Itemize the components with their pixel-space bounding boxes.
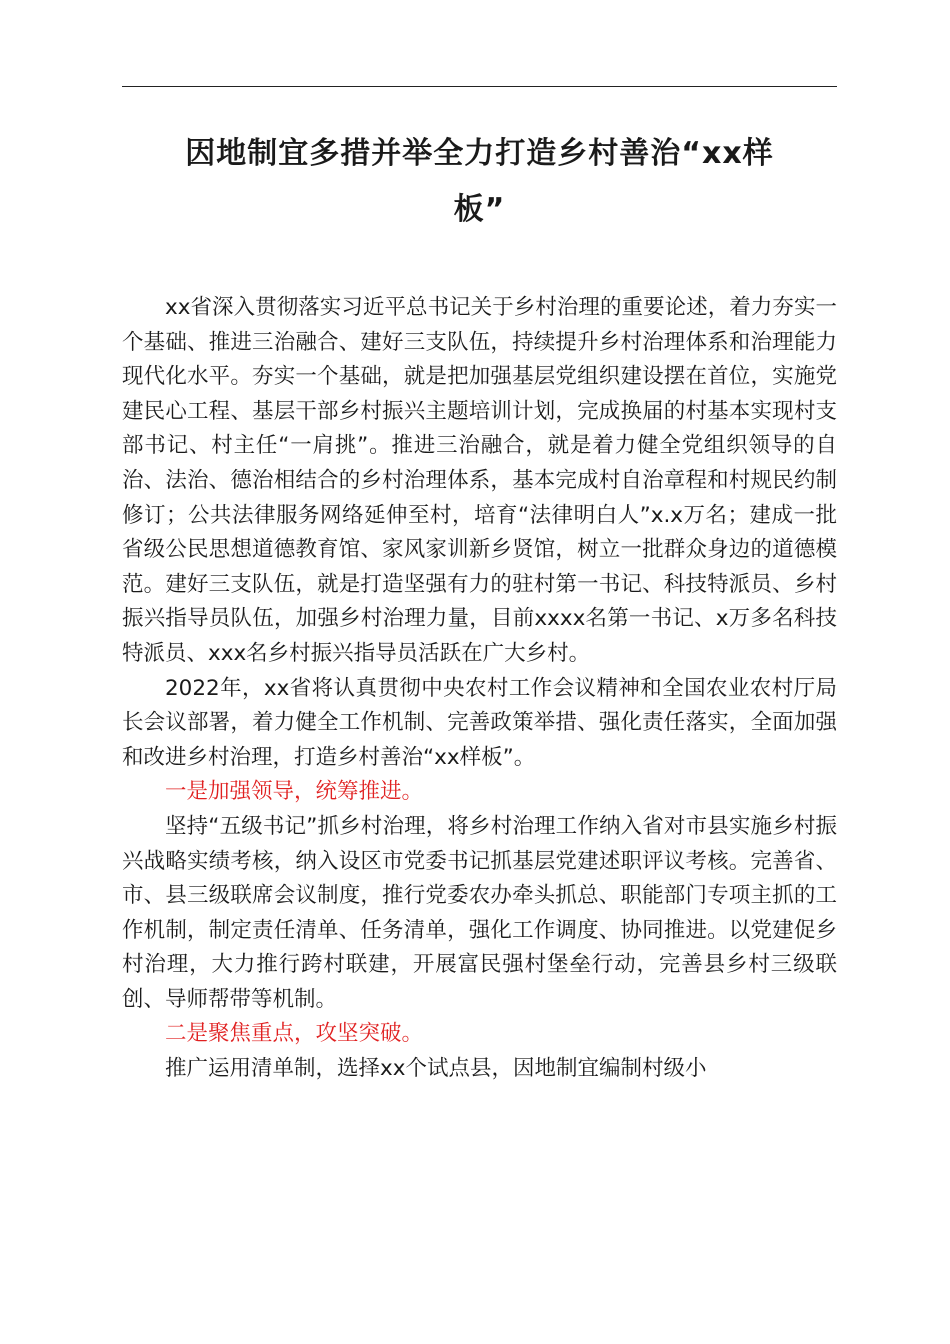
paragraph-section-1: 坚持“五级书记”抓乡村治理，将乡村治理工作纳入省对市县实施乡村振兴战略实绩考核，纳入设区市党委书记抓基层党建述职评议考核。完善省、市、县三级联席会议制度，推行党委农办牵头抓总、职能部门专项主抓的工作机制，制定责任清单、任务清单，强化工作调度、协同推进。以党建促乡村治理，大力推行跨村联建，开展富民强村堡垒行动，完善县乡村三级联创、导师帮带等机制。: [122, 813, 837, 1012]
document-title: [122, 126, 837, 238]
document-body: [122, 291, 837, 1087]
title-line-2: 板”: [453, 192, 506, 227]
paragraph-intro: xx省深入贯彻落实习近平总书记关于乡村治理的重要论述，着力夯实一个基础、推进三治融合、建好三支队伍，持续提升乡村治理体系和治理能力现代化水平。夯实一个基础，就是把加强基层党组织建设摆在首位，实施党建民心工程、基层干部乡村振兴主题培训计划，完成换届的村基本实现村支部书记、村主任“一肩挑”。推进三治融合，就是着力健全党组织领导的自治、法治、德治相结合的乡村治理体系，基本完成村自治章程和村规民约制修订；公共法律服务网络延伸至村，培育“法律明白人”x.x万名；建成一批省级公民思想道德教育馆、家风家训新乡贤馆，树立一批群众身边的道德模范。建好三支队伍，就是打造坚强有力的驻村第一书记、科技特派员、乡村振兴指导员队伍，加强乡村治理力量，目前xxxx名第一书记、x万多名科技特派员、xxx名乡村振兴指导员活跃在广大乡村。: [122, 295, 837, 666]
paragraph-2022: 2022年，xx省将认真贯彻中央农村工作会议精神和全国农业农村厅局长会议部署，着力健全工作机制、完善政策举措、强化责任落实，全面加强和改进乡村治理，打造乡村善治“xx样板”。: [122, 675, 837, 770]
header-rule: [122, 86, 837, 87]
paragraph-section-2: 推广运用清单制，选择xx个试点县，因地制宜编制村级小: [165, 1056, 707, 1082]
title-line-1: 因地制宜多措并举全力打造乡村善治“xx样: [185, 136, 774, 171]
section-heading-1: 一是加强领导，统筹推进。: [165, 779, 424, 805]
section-heading-2: 二是聚焦重点，攻坚突破。: [165, 1021, 424, 1047]
